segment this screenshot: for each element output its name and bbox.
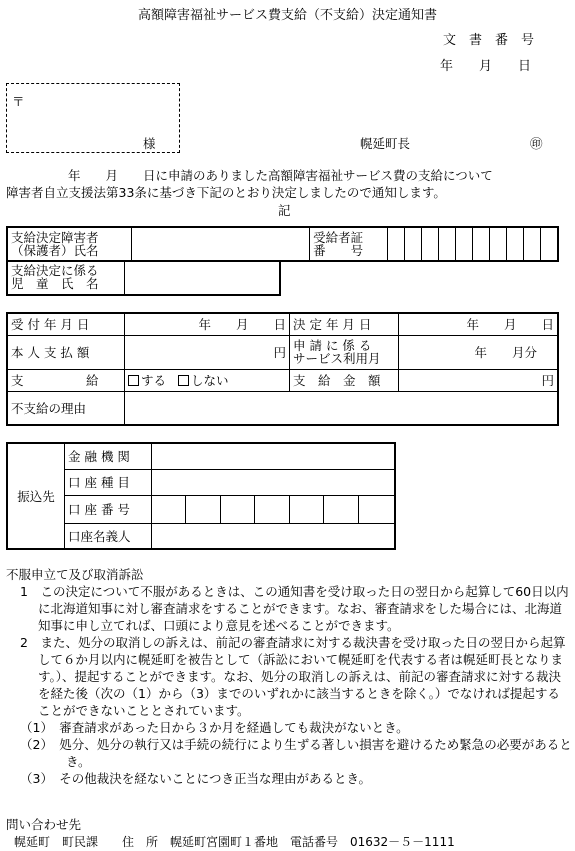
received-date-field[interactable]: 年 月 日 bbox=[125, 313, 290, 335]
decision-date-label: 決 定 年 月 日 bbox=[290, 313, 399, 335]
payment-yes-checkbox[interactable] bbox=[128, 375, 139, 386]
intro-line-2: 障害者自立支援法第33条に基づき下記のとおり決定しましたので通知します。 bbox=[6, 185, 446, 200]
note-paragraph-2: 2 また、処分の取消しの訴えは、前記の審査請求に対する裁決書を受け取った日の翌日から起算して６か月以内に幌延町を被告として（訴訟において幌延町を代表する者は幌延町長となります。）、提起することができます。なお、処分の取消しの訴えは、前記の審査請求に対する裁決を経た後（次の（1）から（3）までのいずれかに該当するときを除く。）でなければ提起することができないこととされています。 bbox=[20, 635, 566, 718]
bank-field[interactable] bbox=[152, 443, 396, 469]
transfer-destination-label: 振込先 bbox=[7, 443, 65, 549]
recipient-name-field[interactable] bbox=[132, 227, 310, 261]
reason-label: 不支給の理由 bbox=[7, 391, 125, 425]
certificate-digit[interactable] bbox=[455, 227, 472, 261]
document-title: 高額障害福祉サービス費支給（不支給）決定通知書 bbox=[137, 8, 437, 23]
notes-heading: 不服申立て及び取消訴訟 bbox=[6, 567, 144, 582]
reason-field[interactable] bbox=[125, 391, 559, 425]
certificate-digit[interactable] bbox=[472, 227, 489, 261]
payment-label: 支 給 bbox=[7, 369, 125, 391]
account-type-field[interactable] bbox=[152, 469, 396, 495]
payment-options: する しない bbox=[125, 369, 290, 391]
account-number-label: 口 座 番 号 bbox=[65, 495, 152, 523]
certificate-digit[interactable] bbox=[387, 227, 404, 261]
seal-mark: ㊞ bbox=[530, 136, 543, 151]
intro-line-1: 年 月 日に申請のありました高額障害福祉サービス費の支給について bbox=[68, 168, 493, 183]
document-number-label: 文 書 番 号 bbox=[443, 33, 535, 48]
certificate-digit[interactable] bbox=[404, 227, 421, 261]
document-date-label: 年 月 日 bbox=[440, 59, 532, 74]
bank-label: 金 融 機 関 bbox=[65, 443, 152, 469]
recipient-name-label: 支給決定障害者 （保護者）氏名 bbox=[7, 227, 132, 261]
account-holder-label: 口座名義人 bbox=[65, 523, 152, 549]
service-month-label: 申 請 に 係 る サービス利用月 bbox=[290, 335, 399, 369]
bank-table bbox=[6, 442, 396, 550]
certificate-digit[interactable] bbox=[489, 227, 506, 261]
received-date-label: 受 付 年 月 日 bbox=[7, 313, 125, 335]
ki-label: 記 bbox=[278, 203, 291, 218]
certificate-digit[interactable] bbox=[421, 227, 438, 261]
account-digit[interactable] bbox=[152, 495, 186, 523]
note-sub-2: （2） 処分、処分の執行又は手続の続行により生ずる著しい損害を避けるため緊急の必要があるとき。 bbox=[20, 737, 572, 769]
account-digit[interactable] bbox=[255, 495, 289, 523]
honorific: 様 bbox=[143, 136, 156, 151]
account-digit[interactable] bbox=[358, 495, 395, 523]
child-name-field[interactable] bbox=[125, 261, 281, 295]
note-sub-1: （1） 審査請求があった日から３か月を経過しても裁決がないとき。 bbox=[20, 720, 409, 735]
note-sub-3: （3） その他裁決を経ないことにつき正当な理由があるとき。 bbox=[20, 771, 371, 786]
payment-no-checkbox[interactable] bbox=[178, 375, 189, 386]
certificate-digit[interactable] bbox=[438, 227, 455, 261]
child-name-label: 支給決定に係る 児 童 氏 名 bbox=[7, 261, 125, 295]
account-digit[interactable] bbox=[289, 495, 323, 523]
amount-label: 支 給 金 額 bbox=[290, 369, 399, 391]
account-digit[interactable] bbox=[186, 495, 220, 523]
account-holder-field[interactable] bbox=[152, 523, 396, 549]
recipient-table bbox=[6, 226, 559, 262]
certificate-digit[interactable] bbox=[506, 227, 523, 261]
self-pay-label: 本 人 支 払 額 bbox=[7, 335, 125, 369]
decision-date-field[interactable]: 年 月 日 bbox=[399, 313, 559, 335]
certificate-digit[interactable] bbox=[523, 227, 540, 261]
amount-field[interactable]: 円 bbox=[399, 369, 559, 391]
service-month-field[interactable]: 年 月分 bbox=[399, 335, 559, 369]
note-paragraph-1: 1 この決定について不服があるときは、この通知書を受け取った日の翌日から起算して60日以内に北海道知事に対し審査請求をすることができます。なお、審査請求をした場合には、北海道知事に申し立てれば、口頭により意見を述べることができます。 bbox=[20, 584, 569, 633]
appeal-notes bbox=[6, 566, 572, 787]
account-type-label: 口 座 種 目 bbox=[65, 469, 152, 495]
issuer-name: 幌延町長 bbox=[360, 136, 411, 151]
certificate-number-label: 受給者証 番 号 bbox=[310, 227, 388, 261]
contact-line: 幌延町 町民課 住 所 幌延町宮園町１番地 電話番号 01632－５－1111 bbox=[14, 835, 455, 849]
decision-table bbox=[6, 312, 559, 426]
account-digit[interactable] bbox=[324, 495, 358, 523]
certificate-digit[interactable] bbox=[540, 227, 558, 261]
contact-heading: 問い合わせ先 bbox=[6, 817, 82, 832]
postal-mark: 〒 bbox=[12, 94, 25, 109]
account-digit[interactable] bbox=[220, 495, 254, 523]
child-table bbox=[6, 260, 281, 296]
self-pay-field[interactable]: 円 bbox=[125, 335, 290, 369]
